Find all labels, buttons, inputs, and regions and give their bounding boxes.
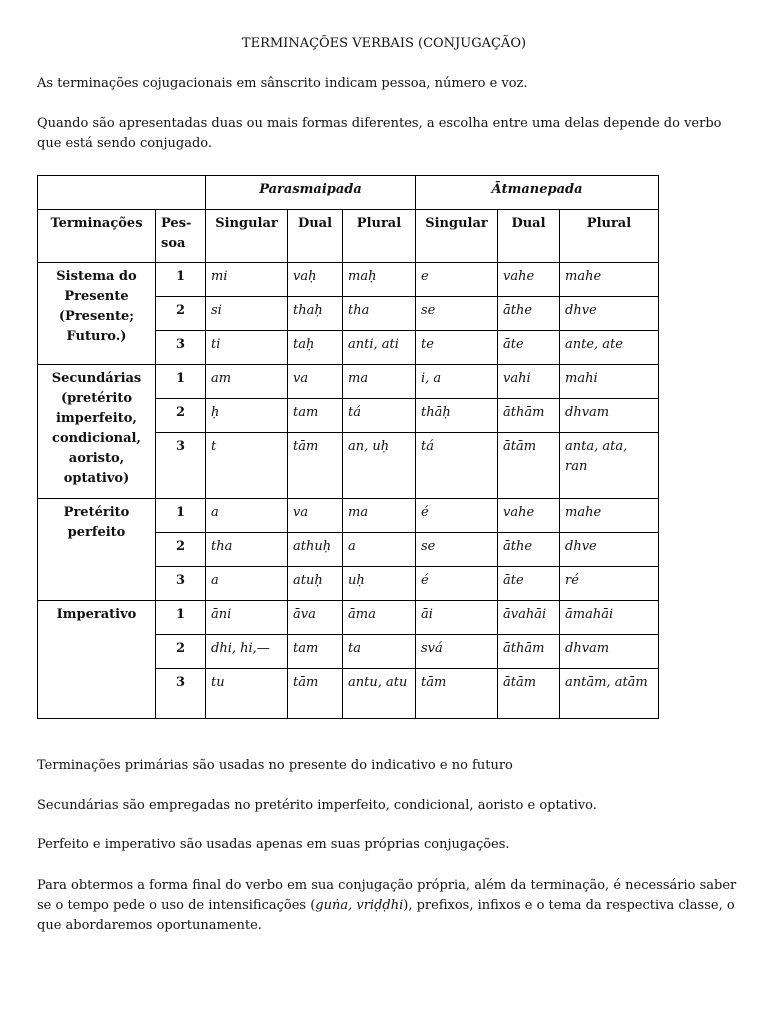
- ending-cell: āthe: [498, 533, 560, 567]
- ending-cell: svá: [416, 635, 498, 669]
- ending-cell: āte: [498, 331, 560, 365]
- ending-cell: a: [206, 567, 288, 601]
- ending-cell: anti, ati: [343, 331, 416, 365]
- ending-cell: tām: [288, 433, 343, 499]
- ending-cell: āi: [416, 601, 498, 635]
- ending-cell: antām, atām: [560, 669, 659, 719]
- header-pessoa-part-2: soa: [161, 236, 186, 251]
- group-label-cell: [38, 263, 156, 365]
- choice-paragraph: [37, 114, 737, 154]
- ending-cell: āvahāi: [498, 601, 560, 635]
- ending-cell: ré: [560, 567, 659, 601]
- note-primary-endings: Terminações primárias são usadas no presente do indicativo e no futuro: [37, 758, 513, 773]
- ending-cell: a: [343, 533, 416, 567]
- choice-paragraph-line-2: que está sendo conjugado.: [37, 136, 213, 151]
- table-row: [38, 499, 659, 533]
- note-line-2-start: se o tempo pede o uso de intensificações (: [37, 898, 316, 913]
- header-dual-atmanepada: Dual: [498, 210, 560, 263]
- person-number-cell: 1: [156, 365, 206, 399]
- ending-cell: ḥ: [206, 399, 288, 433]
- note-final-form-line-3: que abordaremos oportunamente.: [37, 918, 262, 933]
- header-pessoa-part-1: Pes-: [161, 216, 192, 231]
- ending-cell: si: [206, 297, 288, 331]
- ending-cell: t: [206, 433, 288, 499]
- ending-cell: ante, ate: [560, 331, 659, 365]
- ending-cell: ātām: [498, 433, 560, 499]
- person-number-cell: 3: [156, 433, 206, 499]
- empty-header-cell: [38, 176, 206, 210]
- ending-cell: e: [416, 263, 498, 297]
- group-label-line: imperfeito,: [56, 411, 137, 426]
- header-singular-parasmaipada: Singular: [206, 210, 288, 263]
- ending-cell: va: [288, 499, 343, 533]
- header-dual-parasmaipada: Dual: [288, 210, 343, 263]
- ending-cell: mahi: [560, 365, 659, 399]
- ending-cell: vahe: [498, 263, 560, 297]
- ending-cell: dhvam: [560, 635, 659, 669]
- ending-cell: tá: [343, 399, 416, 433]
- ending-cell: āva: [288, 601, 343, 635]
- ending-cell: te: [416, 331, 498, 365]
- ending-cell: thāḥ: [416, 399, 498, 433]
- ending-cell: vaḥ: [288, 263, 343, 297]
- group-label-line: (Presente;: [58, 309, 135, 324]
- ending-cell: dhve: [560, 297, 659, 331]
- person-number-cell: 2: [156, 533, 206, 567]
- ending-cell: dhve: [560, 533, 659, 567]
- ending-cell: athuḥ: [288, 533, 343, 567]
- page-title: TERMINAÇÕES VERBAIS (CONJUGAÇÃO): [241, 36, 527, 51]
- group-label-line: perfeito: [67, 525, 126, 540]
- group-label-line: Futuro.): [66, 329, 127, 344]
- note-secondary-endings: Secundárias são empregadas no pretérito imperfeito, condicional, aoristo e optativo.: [37, 798, 597, 813]
- note-final-form-line-2: [37, 896, 737, 916]
- ending-cell: āthām: [498, 399, 560, 433]
- ending-cell: āmahāi: [560, 601, 659, 635]
- ending-cell: tá: [416, 433, 498, 499]
- ending-cell: tām: [416, 669, 498, 719]
- ending-cell: āma: [343, 601, 416, 635]
- column-header-row: [38, 210, 659, 263]
- group-label-line: condicional,: [52, 431, 141, 446]
- group-label-cell: [38, 601, 156, 719]
- ending-cell: mahe: [560, 263, 659, 297]
- ending-cell: an, uḥ: [343, 433, 416, 499]
- ending-cell: se: [416, 297, 498, 331]
- ending-cell: ātām: [498, 669, 560, 719]
- ending-cell: taḥ: [288, 331, 343, 365]
- voice-header-atmanepada: Ātmanepada: [416, 176, 659, 210]
- ending-cell: tu: [206, 669, 288, 719]
- person-number-cell: 3: [156, 669, 206, 719]
- ending-cell: atuḥ: [288, 567, 343, 601]
- header-plural-atmanepada: Plural: [560, 210, 659, 263]
- ending-cell: ti: [206, 331, 288, 365]
- header-pessoa: [156, 210, 206, 263]
- voice-header-parasmaipada: Parasmaipada: [206, 176, 416, 210]
- group-label-line: Sistema do: [56, 269, 137, 284]
- note-line-2-italic-terms: guṅa, vriḍḍhi: [315, 898, 404, 913]
- ending-cell: am: [206, 365, 288, 399]
- group-label-line: (pretérito: [60, 391, 133, 406]
- ending-cell: mahe: [560, 499, 659, 533]
- ending-cell: dhvam: [560, 399, 659, 433]
- person-number-cell: 3: [156, 567, 206, 601]
- ending-cell: é: [416, 499, 498, 533]
- group-label-cell: [38, 499, 156, 601]
- group-label-cell: [38, 365, 156, 499]
- conjugation-table: [37, 175, 659, 719]
- ending-cell: a: [206, 499, 288, 533]
- ending-cell: tam: [288, 635, 343, 669]
- person-number-cell: 2: [156, 399, 206, 433]
- ending-cell: va: [288, 365, 343, 399]
- ending-cell: dhi, hi,—: [206, 635, 288, 669]
- table-row: [38, 365, 659, 399]
- ending-cell: tha: [206, 533, 288, 567]
- group-label-line: aoristo,: [68, 451, 125, 466]
- ending-cell: ta: [343, 635, 416, 669]
- voice-header-row: [38, 176, 659, 210]
- person-number-cell: 1: [156, 601, 206, 635]
- ending-cell: maḥ: [343, 263, 416, 297]
- ending-cell: anta, ata, ran: [560, 433, 659, 499]
- choice-paragraph-line-1: Quando são apresentadas duas ou mais formas diferentes, a escolha entre uma delas depende do verbo: [37, 116, 722, 131]
- intro-paragraph: As terminações cojugacionais em sânscrito indicam pessoa, número e voz.: [37, 76, 528, 91]
- ending-cell: se: [416, 533, 498, 567]
- group-label-line: Imperativo: [56, 607, 137, 622]
- ending-cell: tām: [288, 669, 343, 719]
- person-number-cell: 3: [156, 331, 206, 365]
- header-plural-parasmaipada: Plural: [343, 210, 416, 263]
- note-final-form-line-1: Para obtermos a forma final do verbo em sua conjugação própria, além da terminação, é necessário saber: [37, 878, 737, 893]
- ending-cell: antu, atu: [343, 669, 416, 719]
- ending-cell: i, a: [416, 365, 498, 399]
- person-number-cell: 1: [156, 499, 206, 533]
- group-label-line: Pretérito: [63, 505, 130, 520]
- ending-cell: uḥ: [343, 567, 416, 601]
- person-number-cell: 2: [156, 635, 206, 669]
- ending-cell: mi: [206, 263, 288, 297]
- ending-cell: thaḥ: [288, 297, 343, 331]
- header-terminacoes: Terminações: [38, 210, 156, 263]
- header-singular-atmanepada: Singular: [416, 210, 498, 263]
- ending-cell: ma: [343, 365, 416, 399]
- group-label-line: Presente: [64, 289, 129, 304]
- group-label-line: Secundárias: [51, 371, 142, 386]
- ending-cell: vahe: [498, 499, 560, 533]
- person-number-cell: 2: [156, 297, 206, 331]
- ending-cell: tha: [343, 297, 416, 331]
- ending-cell: āni: [206, 601, 288, 635]
- group-label-line: optativo): [63, 471, 130, 486]
- ending-cell: āthe: [498, 297, 560, 331]
- table-row: [38, 601, 659, 635]
- note-line-2-end: ), prefixos, infixos e o tema da respectiva classe, o: [403, 898, 735, 913]
- ending-cell: āte: [498, 567, 560, 601]
- note-perfect-imperative: Perfeito e imperativo são usadas apenas em suas próprias conjugações.: [37, 837, 510, 852]
- note-final-form: [37, 876, 737, 936]
- ending-cell: é: [416, 567, 498, 601]
- ending-cell: tam: [288, 399, 343, 433]
- person-number-cell: 1: [156, 263, 206, 297]
- ending-cell: vahi: [498, 365, 560, 399]
- ending-cell: āthām: [498, 635, 560, 669]
- ending-cell: ma: [343, 499, 416, 533]
- table-row: [38, 263, 659, 297]
